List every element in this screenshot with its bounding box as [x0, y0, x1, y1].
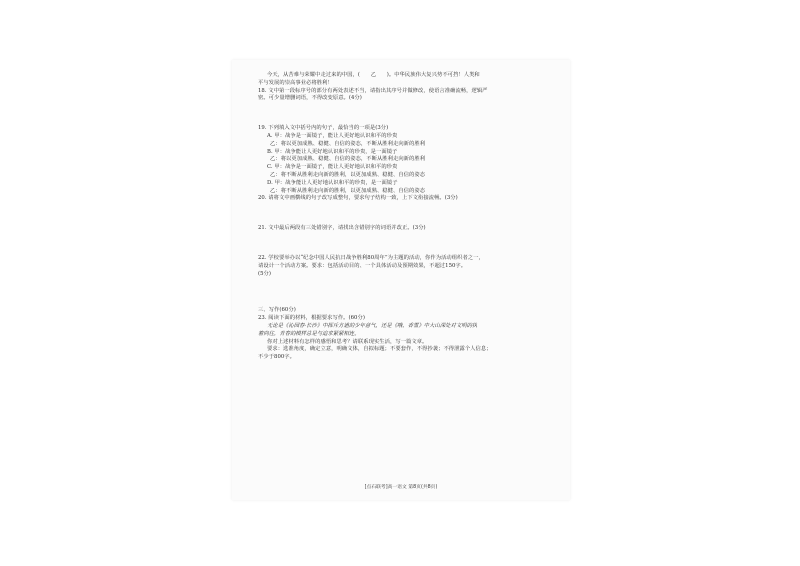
q22-line-2: 请设计一个活动方案。要求：包括活动目的、一个具体活动及预期效果，不超过150字。 — [258, 262, 467, 269]
passage-line-1: 今天，从苦难与荣耀中走过来的中国，( 乙 )。中华民族伟大复兴势不可挡！人类和 — [267, 72, 480, 78]
q21-text: 21. 文中最后两段有三处错别字，请找出含错别字的词语并改正。(3分) — [258, 225, 426, 232]
section-3-title: 三、写作(60分) — [258, 307, 296, 314]
q22-line-1: 22. 学校要举办以“纪念中国人民抗日战争胜利80周年”为主题的活动，你作为活动组织者之一， — [258, 254, 484, 261]
q19-option-a-1: A. 甲：战争是一面镜子，能让人更好地认识和平的珍贵 — [267, 132, 398, 139]
q23-requirements-2: 不少于800字。 — [258, 354, 295, 361]
answer-space — [258, 103, 558, 125]
answer-space — [258, 278, 558, 300]
q19-option-b-2: 乙：将以更加成熟、稳健、自信的姿态，不断从胜利走向新的胜利 — [270, 156, 426, 163]
q19-option-c-2: 乙：将不断从胜利走向新的胜利，以更加成熟、稳健、自信的姿态 — [270, 171, 426, 178]
q23-stem: 23. 阅读下面的材料，根据要求写作。(60分) — [258, 315, 365, 322]
q23-material-1: 无论是《沁园春·长沙》中挥斥方遒的少年意气，还是《哦，香雪》中大山深处对文明的执 — [267, 322, 478, 329]
q19-option-d-1: D. 甲：战争能让人更好地认识和平的珍贵，是一面镜子 — [267, 179, 398, 186]
q19-option-a-2: 乙：将以更加成熟、稳健、自信的姿态，不断从胜利走向新的胜利 — [270, 140, 426, 147]
answer-space — [258, 300, 558, 307]
q18-line-1: 18. 文中第一段标序号的部分有两处表述不当，请指出其序号并做修改，使语言准确流畅，逻辑严 — [258, 87, 488, 94]
q19-option-d-2: 乙：将不断从胜利走向新的胜利，以更加成熟、稳健、自信的姿态 — [270, 187, 426, 194]
page-content — [258, 72, 558, 362]
q19-stem: 19. 下列填入文中括号内的句子，最恰当的一项是(3分) — [258, 125, 389, 132]
q23-requirements-1: 要求：选准角度，确定立意，明确文体，自拟标题；不要套作，不得抄袭；不得泄露个人信息； — [267, 346, 492, 353]
passage-line-2: 平与发展的崇高事业必将胜利！ — [258, 79, 333, 86]
q20-text: 20. 请将文中画横线的句子改写成整句，要求句子结构一致，上下文衔接流畅。(3分) — [258, 195, 458, 202]
answer-space — [258, 233, 558, 255]
q22-line-3: (5分) — [258, 270, 271, 277]
exam-page — [232, 60, 570, 500]
q23-material-2: 着向往，青春的模样总是与追求紧紧相连。 — [258, 330, 360, 337]
q23-material-3: 你对上述材料有怎样的感悟和思考？请联系现实生活，写一篇文章。 — [267, 338, 428, 345]
page-footer: [点石联考]高一语文 第8页(共8页) — [364, 485, 438, 490]
q19-option-b-1: B. 甲：战争能让人更好地认识和平的珍贵，是一面镜子 — [267, 148, 398, 155]
answer-space — [258, 203, 558, 225]
q18-line-2: 密。可少量增删词语，不得改变原意。(4分) — [258, 95, 362, 102]
q19-option-c-1: C. 甲：战争是一面镜子，能让人更好地认识和平的珍贵 — [267, 164, 398, 171]
